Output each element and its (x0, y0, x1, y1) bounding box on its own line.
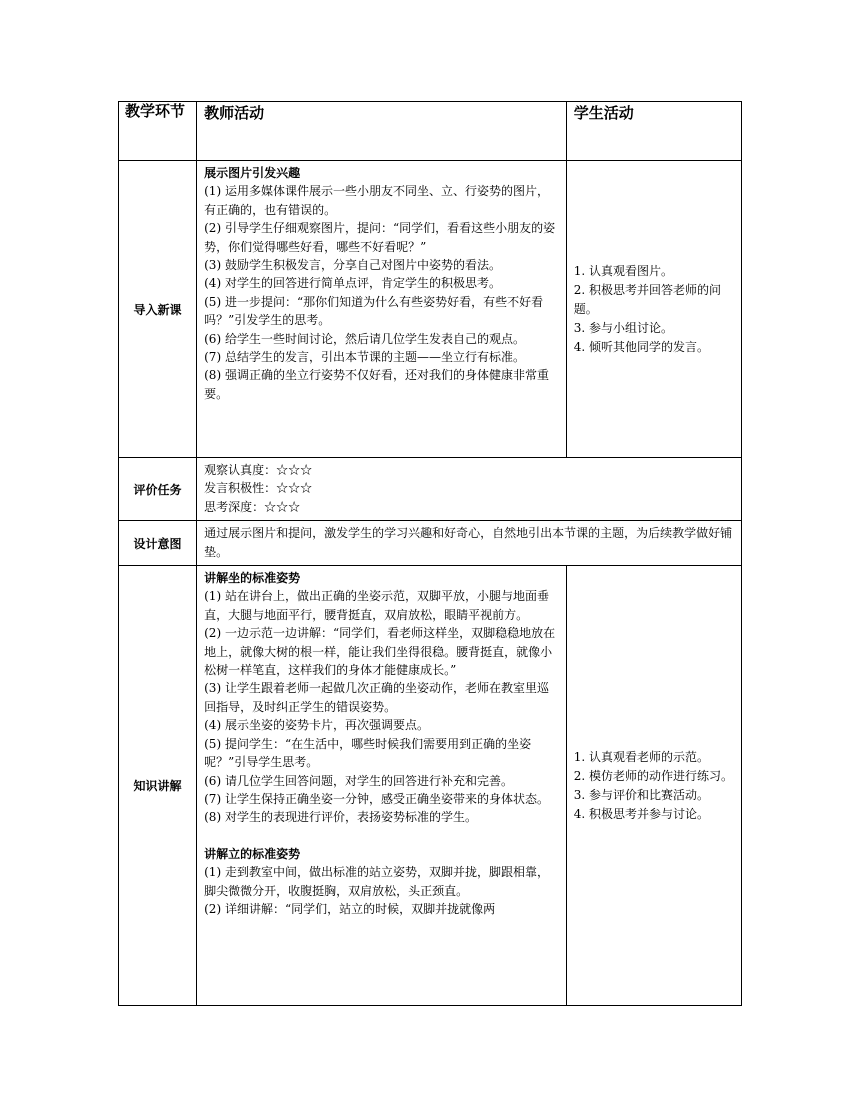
list-item: 1. 认真观看老师的示范。 (573, 749, 709, 764)
header-stage-cell (119, 102, 197, 161)
stage-intro: 导入新课 (119, 161, 197, 458)
section-gap (204, 827, 559, 845)
table-row-knowledge (119, 566, 742, 1006)
table-row-intro (119, 161, 742, 458)
teacher-activity-knowledge (197, 566, 567, 1006)
teacher-activity-intro (197, 161, 567, 458)
student-activity-knowledge (566, 566, 741, 1006)
list-item: 4. 倾听其他同学的发言。 (573, 339, 709, 354)
stage-evaluation: 评价任务 (119, 458, 197, 521)
step-text: (4) 展示坐姿的姿势卡片，再次强调要点。 (204, 718, 429, 733)
list-item: 1. 认真观看图片。 (573, 263, 673, 278)
list-item: 3. 参与评价和比赛活动。 (573, 787, 709, 802)
evaluation-item: 发言积极性：☆☆☆ (204, 481, 313, 496)
table-row-evaluation (119, 458, 742, 521)
design-intent-text: 通过展示图片和提问，激发学生的学习兴趣和好奇心，自然地引出本节课的主题，为后续教学做好铺垫。 (197, 521, 742, 566)
header-stage: 教学环节 (125, 102, 186, 120)
list-item: 3. 参与小组讨论。 (573, 320, 673, 335)
step-text: (6) 给学生一些时间讨论，然后请几位学生发表自己的观点。 (204, 331, 525, 346)
evaluation-item: 思考深度：☆☆☆ (204, 499, 301, 514)
step-text: (2) 一边示范一边讲解：“同学们，看老师这样坐，双脚稳稳地放在地上，就像大树的根一样，能让我们坐得很稳。腰背挺直，就像小松树一样笔直，这样我们的身体才能健康成长。” (204, 626, 556, 678)
step-text: (8) 强调正确的坐立行姿势不仅好看，还对我们的身体健康非常重要。 (204, 368, 549, 401)
header-teacher-cell (197, 102, 567, 161)
evaluation-item: 观察认真度：☆☆☆ (204, 463, 313, 477)
step-text: (1) 站在讲台上，做出正确的坐姿示范，双脚平放，小腿与地面垂直，大腿与地面平行，腰背挺直，双肩放松，眼睛平视前方。 (204, 589, 549, 622)
step-text: (8) 对学生的表现进行评价，表扬姿势标准的学生。 (204, 810, 477, 825)
header-student: 学生活动 (573, 104, 634, 122)
step-text: (1) 走到教室中间，做出标准的站立姿势，双脚并拢，脚跟相靠，脚尖微微分开，收腹挺胸，双肩放松，头正颈直。 (204, 865, 549, 898)
section-title: 讲解立的标准姿势 (204, 846, 301, 861)
table-header-row (119, 102, 742, 161)
header-student-cell (566, 102, 741, 161)
list-item: 4. 积极思考并参与讨论。 (573, 806, 709, 821)
step-text: (7) 总结学生的发言，引出本节课的主题——坐立行有标准。 (204, 350, 525, 365)
section-title: 讲解坐的标准姿势 (204, 571, 301, 586)
student-activity-intro (566, 161, 741, 458)
student-list (574, 262, 734, 357)
step-text: (2) 详细讲解：“同学们，站立的时候，双脚并拢就像两 (204, 901, 496, 916)
step-text: (5) 进一步提问：“那你们知道为什么有些姿势好看，有些不好看吗？”引发学生的思考。 (204, 294, 544, 328)
student-list (574, 748, 734, 824)
table-row-design (119, 521, 742, 566)
stage-design: 设计意图 (119, 521, 197, 566)
step-text: (6) 请几位学生回答问题，对学生的回答进行补充和完善。 (204, 773, 513, 788)
evaluation-items (197, 458, 742, 521)
list-item: 2. 积极思考并回答老师的问题。 (573, 282, 721, 316)
lesson-plan-table (118, 101, 742, 1006)
step-text: (7) 让学生保持正确坐姿一分钟，感受正确坐姿带来的身体状态。 (204, 791, 549, 806)
stage-knowledge: 知识讲解 (119, 566, 197, 1006)
step-text: (3) 鼓励学生积极发言，分享自己对图片中姿势的看法。 (204, 258, 501, 273)
list-item: 2. 模仿老师的动作进行练习。 (573, 768, 733, 783)
section-title: 展示图片引发兴趣 (204, 166, 301, 180)
step-text: (3) 让学生跟着老师一起做几次正确的坐姿动作，老师在教室里巡回指导，及时纠正学生的错误姿势。 (204, 681, 549, 714)
step-text: (4) 对学生的回答进行简单点评，肯定学生的积极思考。 (204, 276, 501, 291)
step-text: (5) 提问学生：“在生活中，哪些时候我们需要用到正确的坐姿呢？”引导学生思考。 (204, 736, 532, 770)
header-teacher: 教师活动 (204, 104, 265, 122)
step-text: (1) 运用多媒体课件展示一些小朋友不同坐、立、行姿势的图片，有正确的，也有错误的。 (204, 184, 549, 217)
step-text: (2) 引导学生仔细观察图片，提问：“同学们，看看这些小朋友的姿势，你们觉得哪些好看，哪些不好看呢？” (204, 221, 556, 254)
